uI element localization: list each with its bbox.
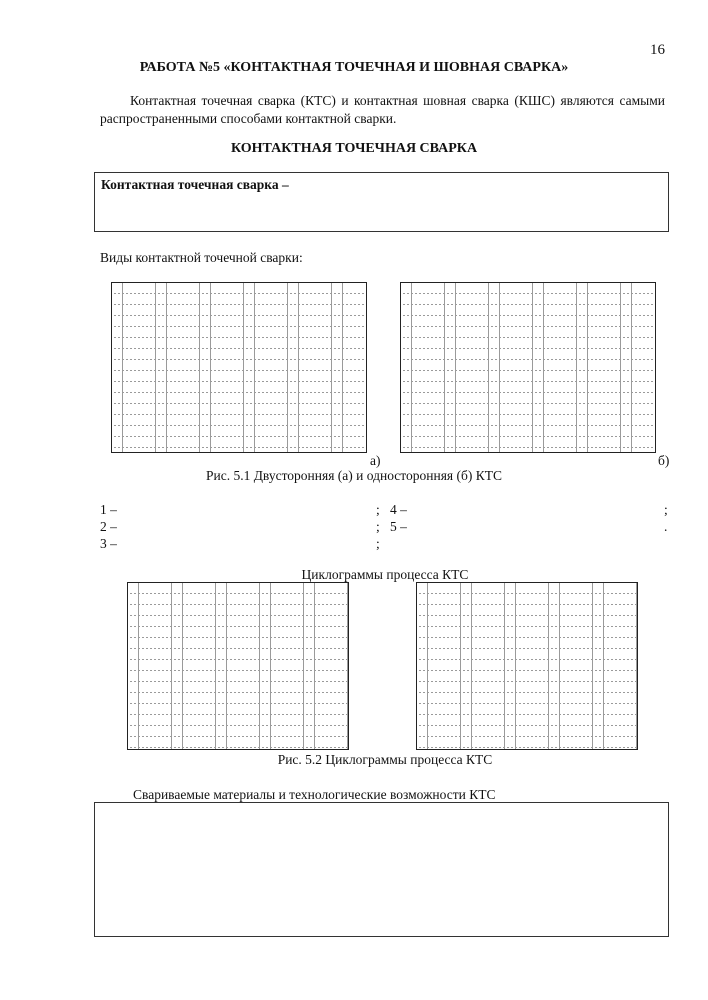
list-separator-1: ; (376, 502, 380, 517)
section-heading: КОНТАКТНАЯ ТОЧЕЧНАЯ СВАРКА (230, 141, 478, 156)
figure-caption-1: Рис. 5.1 Двусторонняя (а) и односторонняя (б) КТС (206, 468, 502, 483)
cyclogram-grid-right[interactable] (416, 582, 638, 750)
cyclogram-heading: Циклограммы процесса КТС (301, 567, 469, 582)
cyclogram-grid-left[interactable] (127, 582, 349, 750)
types-label: Виды контактной точечной сварки: (100, 250, 303, 265)
grid-box-a[interactable] (111, 282, 367, 453)
list-item-1: 1 – (100, 502, 117, 517)
list-item-5: 5 – (390, 519, 407, 534)
page-number: 16 (650, 42, 665, 58)
intro-paragraph: Контактная точечная сварка (КТС) и контактная шовная сварка (КШС) являются самыми распространенными способами контактной сварки. (100, 93, 665, 126)
list-separator-2: ; (376, 519, 380, 534)
list-separator-3: ; (376, 536, 380, 551)
definition-label: Контактная точечная сварка – (101, 177, 289, 192)
page-title: РАБОТА №5 «КОНТАКТНАЯ ТОЧЕЧНАЯ И ШОВНАЯ СВАРКА» (139, 60, 569, 75)
materials-heading: Свариваемые материалы и технологические возможности КТС (133, 787, 496, 802)
figure-caption-2: Рис. 5.2 Циклограммы процесса КТС (277, 752, 493, 767)
grid-box-b[interactable] (400, 282, 656, 453)
list-item-4: 4 – (390, 502, 407, 517)
list-item-3: 3 – (100, 536, 117, 551)
figure-label-b: б) (658, 453, 670, 468)
list-separator-5: . (664, 519, 668, 534)
list-separator-4: ; (664, 502, 668, 517)
figure-label-a: а) (370, 453, 381, 468)
materials-answer-box[interactable] (94, 802, 669, 937)
list-item-2: 2 – (100, 519, 117, 534)
